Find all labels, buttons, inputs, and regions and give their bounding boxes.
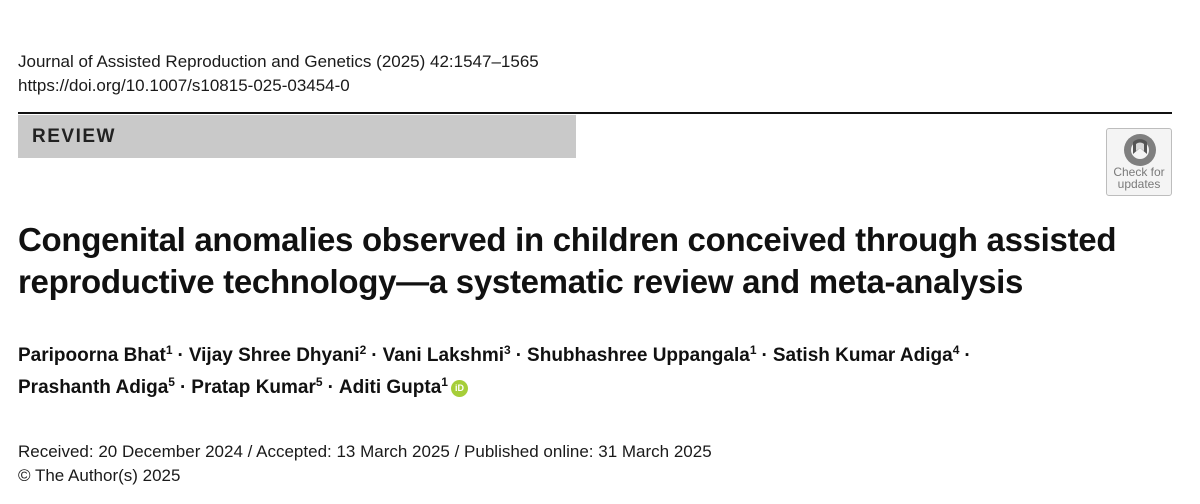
author-separator: · xyxy=(179,377,187,398)
author-separator: · xyxy=(371,345,378,366)
affiliation-number: 4 xyxy=(952,343,960,357)
article-type-bar xyxy=(18,115,576,158)
author[interactable] xyxy=(383,345,511,366)
copyright-line: © The Author(s) 2025 xyxy=(18,466,181,485)
author-separator: · xyxy=(964,345,971,366)
article-title xyxy=(18,219,1178,303)
author-separator: · xyxy=(177,345,184,366)
author-name: Pratap Kumar xyxy=(191,377,316,398)
author-name: Vijay Shree Dhyani xyxy=(188,345,360,366)
affiliation-number: 1 xyxy=(749,343,757,357)
author-name: Paripoorna Bhat xyxy=(18,345,166,366)
title-line-2: reproductive technology—a systematic review and meta-analysis xyxy=(18,263,1024,300)
check-updates-line2: updates xyxy=(1117,177,1161,191)
affiliation-number: 3 xyxy=(504,343,511,357)
check-for-updates-badge[interactable] xyxy=(1106,128,1172,196)
dates-line: Received: 20 December 2024 / Accepted: 13 March 2025 / Published online: 31 March 2025 xyxy=(18,442,712,461)
author-name: Shubhashree Uppangala xyxy=(527,345,750,366)
author-separator: · xyxy=(515,345,523,366)
check-updates-line1: Check for xyxy=(1113,165,1165,179)
author[interactable] xyxy=(339,377,448,398)
publication-dates xyxy=(18,440,712,488)
title-line-1: Congenital anomalies observed in children conceived through assisted xyxy=(18,221,1117,258)
author[interactable] xyxy=(189,345,366,366)
author-name: Prashanth Adiga xyxy=(18,377,169,398)
author[interactable] xyxy=(527,345,756,366)
author[interactable] xyxy=(18,377,175,398)
affiliation-number: 5 xyxy=(315,375,323,389)
header-rule xyxy=(18,112,1172,114)
affiliation-number: 5 xyxy=(168,375,175,389)
author[interactable] xyxy=(18,345,173,366)
author[interactable] xyxy=(191,377,322,398)
doi-link[interactable]: https://doi.org/10.1007/s10815-025-03454-0 xyxy=(18,76,350,95)
author-name: Satish Kumar Adiga xyxy=(772,345,953,366)
journal-header xyxy=(18,50,539,98)
affiliation-number: 2 xyxy=(359,343,367,357)
affiliation-number: 1 xyxy=(165,343,173,357)
author[interactable] xyxy=(773,345,960,366)
orcid-icon[interactable]: iD xyxy=(451,380,468,397)
affiliation-number: 1 xyxy=(441,375,448,389)
article-type-label: REVIEW xyxy=(32,126,116,147)
author-name: Vani Lakshmi xyxy=(382,345,505,366)
check-updates-icon xyxy=(1121,132,1159,168)
journal-citation: Journal of Assisted Reproduction and Genetics (2025) 42:1547–1565 xyxy=(18,52,539,71)
author-list xyxy=(18,340,1178,404)
author-separator: · xyxy=(761,345,768,366)
author-separator: · xyxy=(327,377,334,398)
check-updates-label xyxy=(1107,166,1171,190)
author-name: Aditi Gupta xyxy=(338,377,442,398)
